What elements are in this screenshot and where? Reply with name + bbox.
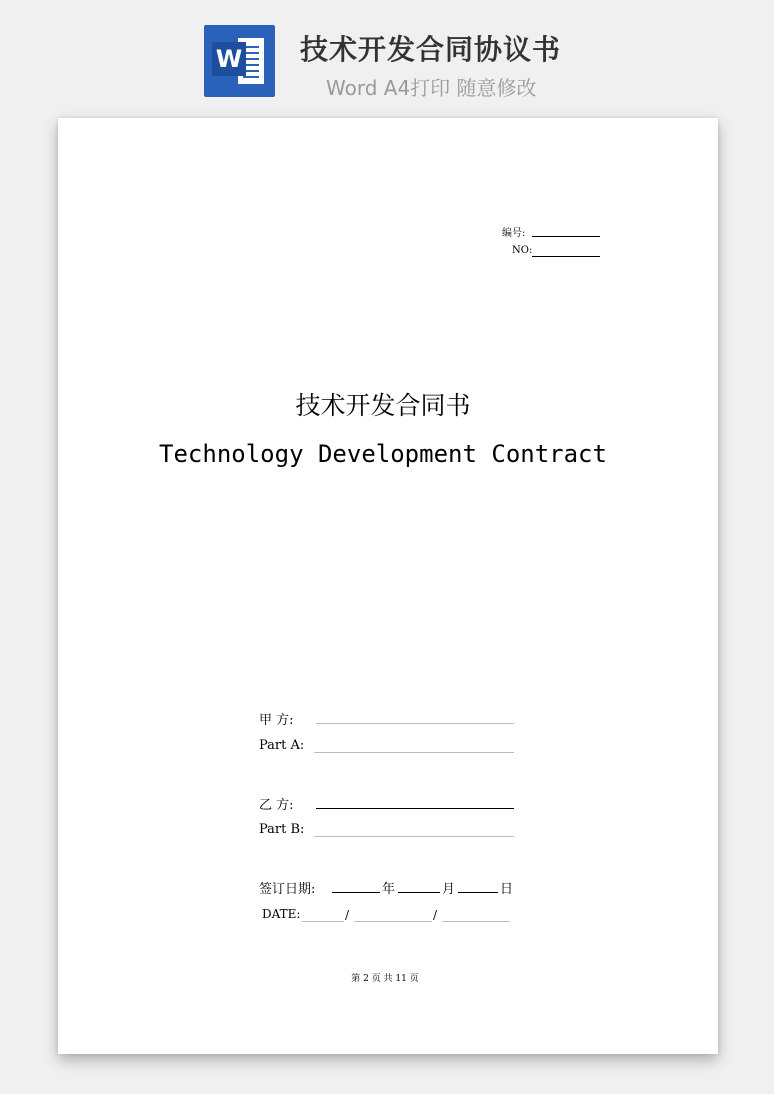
preview-title: 技术开发合同协议书 <box>300 33 562 66</box>
serial-cn-blank[interactable] <box>532 236 600 237</box>
sign-date-label: 签订日期: <box>259 882 316 897</box>
document-title-cn: 技术开发合同书 <box>295 391 471 420</box>
date-year-unit: 年 <box>382 882 396 897</box>
date-en-day-blank[interactable] <box>442 921 510 922</box>
serial-en-blank[interactable] <box>532 256 600 257</box>
date-en-year-blank[interactable] <box>302 921 344 922</box>
date-month-blank[interactable] <box>398 892 440 893</box>
date-en-month-blank[interactable] <box>354 921 432 922</box>
date-month-unit: 月 <box>442 882 456 897</box>
serial-cn-label: 编号: <box>502 228 526 239</box>
party-b-en-label: Part B: <box>259 822 305 837</box>
date-day-blank[interactable] <box>458 892 498 893</box>
date-en-label: DATE: <box>262 907 301 921</box>
serial-en-label: NO: <box>512 245 533 256</box>
party-a-cn-blank[interactable] <box>316 723 514 724</box>
date-day-unit: 日 <box>500 882 514 897</box>
party-b-cn-label: 乙 方: <box>259 798 294 813</box>
party-a-cn-label: 甲 方: <box>259 713 294 728</box>
document-title-en: Technology Development Contract <box>159 440 607 468</box>
page-footer: 第 2 页 共 11 页 <box>351 974 419 984</box>
date-en-sep-2: / <box>433 908 438 922</box>
party-b-en-blank[interactable] <box>314 836 514 837</box>
party-a-en-blank[interactable] <box>314 752 514 753</box>
preview-subtitle: Word A4打印 随意修改 <box>326 76 537 100</box>
date-year-blank[interactable] <box>332 892 380 893</box>
party-b-cn-blank[interactable] <box>316 808 514 809</box>
document-page <box>58 118 718 1054</box>
word-document-icon <box>204 25 275 97</box>
party-a-en-label: Part A: <box>259 738 305 753</box>
date-en-sep-1: / <box>345 908 350 922</box>
word-letter: W <box>212 42 246 76</box>
preview-header <box>0 0 774 110</box>
